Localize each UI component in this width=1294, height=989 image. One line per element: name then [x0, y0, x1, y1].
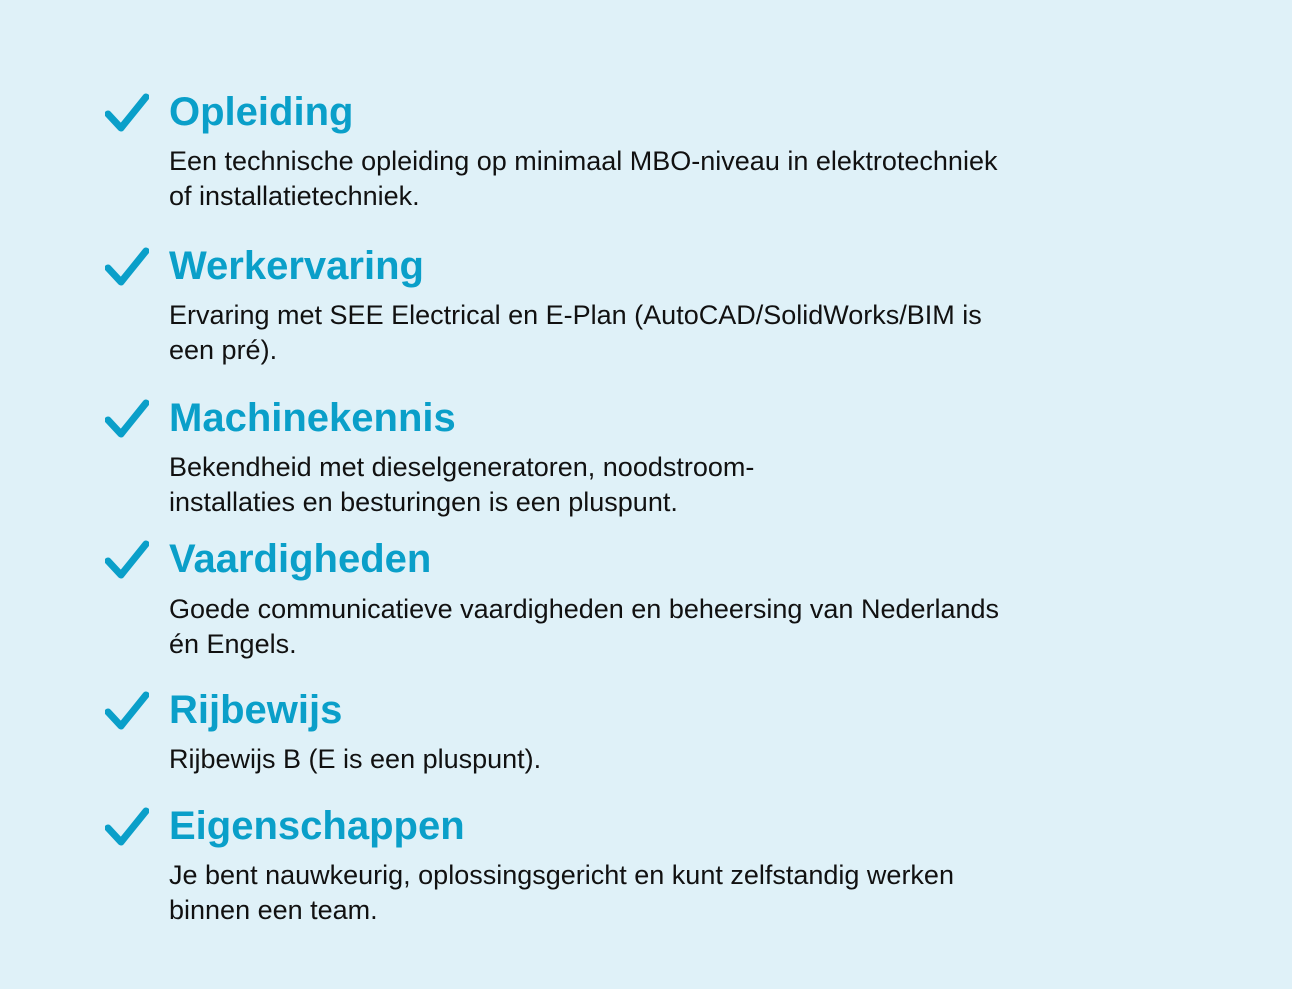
- check-icon: [105, 540, 149, 580]
- description-line: Ervaring met SEE Electrical en E-Plan (AutoCAD/SolidWorks/BIM is: [169, 300, 982, 330]
- requirement-title: Opleiding: [169, 90, 354, 134]
- description-line: én Engels.: [169, 629, 297, 659]
- requirement-title: Rijbewijs: [169, 688, 343, 732]
- check-icon: [105, 399, 149, 439]
- description-line: Goede communicatieve vaardigheden en beheersing van Nederlands: [169, 594, 1000, 624]
- description-line: of installatietechniek.: [169, 181, 420, 211]
- check-icon: [105, 247, 149, 287]
- description-line: Je bent nauwkeurig, oplossingsgericht en kunt zelfstandig werken: [169, 860, 954, 890]
- requirement-title: Eigenschappen: [169, 804, 465, 848]
- requirement-description: [169, 742, 1089, 777]
- description-line: binnen een team.: [169, 895, 378, 925]
- requirement-description: [169, 858, 1089, 928]
- description-line: Bekendheid met dieselgeneratoren, noodstroom-: [169, 452, 755, 482]
- description-line: Een technische opleiding op minimaal MBO-niveau in elektrotechniek: [169, 146, 998, 176]
- requirement-description: [169, 450, 1089, 520]
- check-icon: [105, 93, 149, 133]
- check-icon: [105, 691, 149, 731]
- description-line: een pré).: [169, 335, 278, 365]
- description-line: Rijbewijs B (E is een pluspunt).: [169, 744, 542, 774]
- requirement-description: [169, 592, 1089, 662]
- requirement-title: Vaardigheden: [169, 537, 432, 581]
- check-icon: [105, 807, 149, 847]
- requirement-description: [169, 298, 1089, 368]
- description-line: installaties en besturingen is een pluspunt.: [169, 487, 678, 517]
- requirement-title: Werkervaring: [169, 244, 424, 288]
- requirement-title: Machinekennis: [169, 396, 456, 440]
- requirement-description: [169, 144, 1089, 214]
